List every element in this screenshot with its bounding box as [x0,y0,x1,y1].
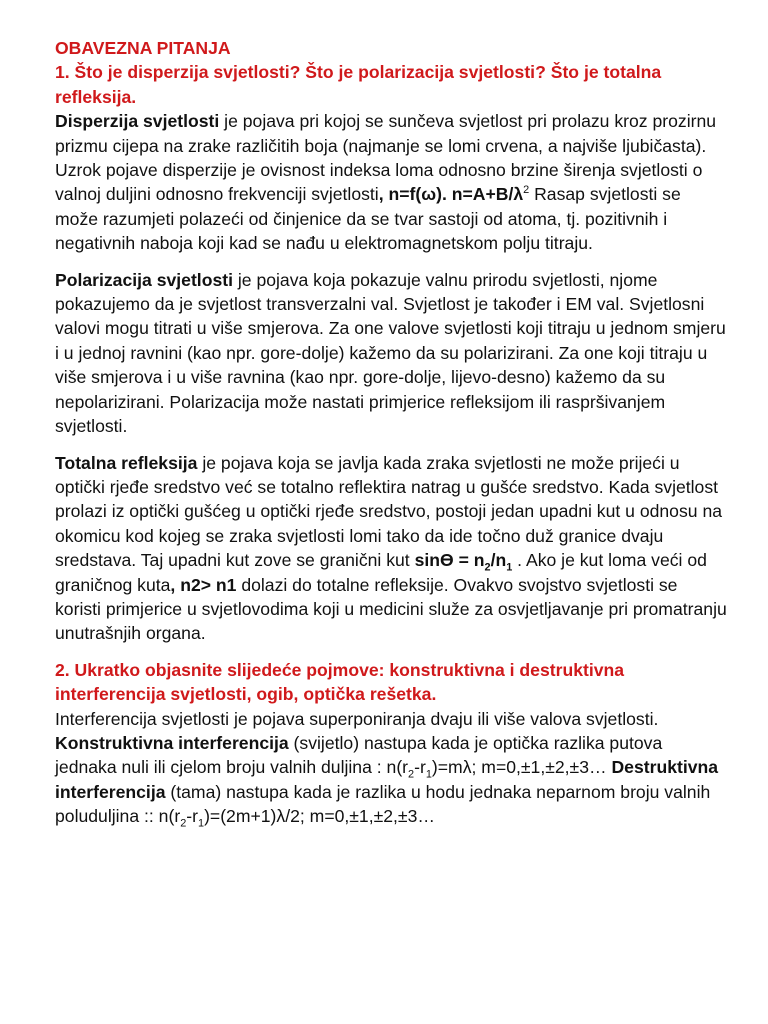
critical-angle-formula-sub-1: 2 [484,561,491,574]
interference-text-d: )=mλ; m=0,±1,±2,±3… [431,757,612,778]
polarization-term: Polarizacija svjetlosti [55,269,233,290]
dispersion-formula-1: n=f(ω). [388,184,447,205]
dispersion-formula-2-sup: 2 [523,184,530,197]
interference-text-f: -r [186,806,198,827]
total-reflection-paragraph [55,451,728,646]
interference-sub-1: 2 [408,768,415,781]
refraction-index-condition: , n2> n1 [170,574,237,595]
critical-angle-formula [414,550,513,574]
dispersion-paragraph [55,109,728,255]
dispersion-formula-2: n=A+B/λ [451,184,524,205]
polarization-paragraph [55,268,728,439]
dispersion-term: Disperzija svjetlosti [55,111,220,132]
interference-sub-2: 1 [425,768,432,781]
destructive-interference-term: Destruktivna interferencija [55,757,719,802]
total-reflection-text-c: dolazi do totalne refleksije. Ovakvo svojstvo svjetlosti se koristi primjerice u svjetlovodima koji u medicini služe za osvjetljavanje pri promatranju unutrašnjih organa. [55,574,727,644]
interference-sub-3: 2 [180,817,187,830]
total-reflection-text-a: je pojava koja se javlja kada zraka svjetlosti ne može prijeći u optički rjeđe sredstvo već se totalno reflektira natrag u gušće sredstvo. Kada svjetlost prolazi iz optički gušćeg u optički rjeđe sredstvo, postoji jedan upadni kut u odnosu na okomicu kod kojeg se zraka svjetlosti lomi tako da ide točno duž granice dvaju sredstava. Taj upadni kut zove se granični kut [55,452,723,571]
interference-text-b: (svijetlo) nastupa kada je optička razlika putova jednaka nuli ili cjelom broju valnih duljina : n(r [55,732,663,778]
polarization-text: je pojava koja pokazuje valnu prirodu svjetlosti, njome pokazujemo da je svjetlost transverzalni val. Svjetlost je također i EM val. Svjetlosni valovi mogu titrati u više smjerova. Za one valove svjetlosti koji titraju u jednom smjeru i u jednoj ravnini (kao npr. gore-dolje) kažemo da su polarizirani. Za one koji titraju u više smjerova i u više ravnina (kao npr. gore-dolje, lijevo-desno) kažemo da su nepolarizirani. Polarizacija može nastati primjerice refleksijom ili raspršivanjem svjetlosti. [55,269,726,437]
document-title: OBAVEZNA PITANJA [55,38,231,58]
interference-paragraph [55,707,728,829]
critical-angle-formula-sub-2: 1 [506,561,513,574]
critical-angle-formula-slash: /n [490,550,507,571]
dispersion-comma: , [378,184,384,205]
total-reflection-text-b: . Ako je kut loma veći od graničnog kuta [55,550,707,595]
critical-angle-formula-main: sinϴ = n [414,550,485,571]
total-reflection-term: Totalna refleksija [55,452,198,473]
question-1-heading: 1. Što je disperzija svjetlosti? Što je polarizacija svjetlosti? Što je totalna refleksija. [55,62,662,107]
dispersion-text-b: Rasap svjetlosti se može razumjeti polazeći od činjenice da se tvar sastoji od atoma, tj. pozitivnih i negativnih naboja koji kad se nađu u elektromagnetskom polju titraju. [55,184,681,254]
interference-sub-4: 1 [197,817,205,830]
constructive-interference-term: Konstruktivna interferencija [55,732,289,753]
dispersion-text-a: je pojava pri kojoj se sunčeva svjetlost pri prolazu kroz prozirnu prizmu cijepa na zrake različitih boja (najmanje se lomi crvena, a najviše ljubičasta). Uzrok pojave disperzije je ovisnost indeksa loma odnosno brzine širenja svjetlosti o valnoj duljini odnosno frekvenciji svjetlosti [55,111,717,205]
interference-text-a: Interferencija svjetlosti je pojava superponiranja dvaju ili više valova svjetlosti. [55,708,659,729]
interference-text-e: (tama) nastupa kada je razlika u hodu jednaka neparnom broju valnih poluduljina :: n(r [55,781,711,827]
question-2-heading: 2. Ukratko objasnite slijedeće pojmove: konstruktivna i destruktivna interferencija svjetlosti, ogib, optička rešetka. [55,659,625,705]
interference-text-c: -r [414,757,426,778]
interference-text-g: )=(2m+1)λ/2; m=0,±1,±2,±3… [204,806,435,827]
